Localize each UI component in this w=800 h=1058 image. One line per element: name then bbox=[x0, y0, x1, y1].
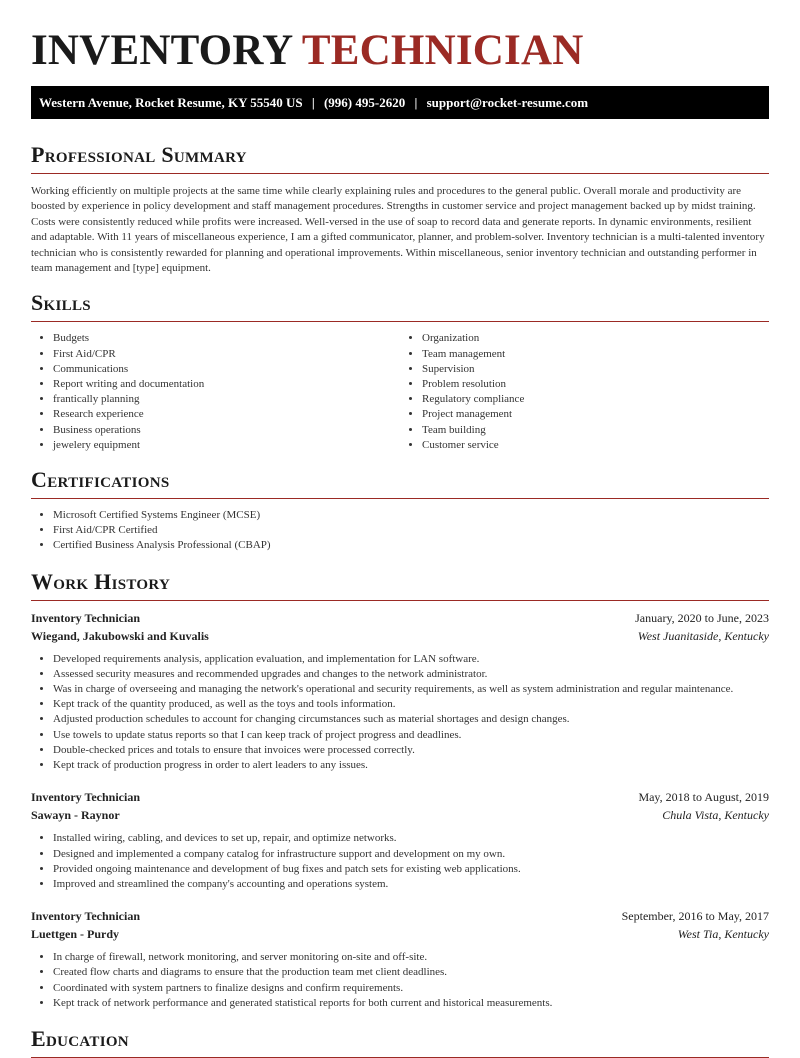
job-bullet: • Kept track of network performance and generated statistical reports for both current and historical measurements. bbox=[53, 996, 769, 1011]
name-last: TECHNICIAN bbox=[301, 27, 584, 74]
skill-item: • Budgets bbox=[53, 331, 400, 346]
skill-item: • jewelery equipment bbox=[53, 438, 400, 453]
job-company-row bbox=[31, 627, 769, 645]
job-bullet: • Kept track of the quantity produced, as well as the toys and tools information. bbox=[53, 697, 769, 712]
section-title-certifications: Certifications bbox=[31, 467, 170, 493]
job-bullet: • Created flow charts and diagrams to ensure that the production team met client deadlines. bbox=[53, 965, 769, 980]
job-bullet: • Was in charge of overseeing and managing the network's operational and security requirements, as well as system administration and regular maintenance. bbox=[53, 682, 769, 697]
section-divider bbox=[31, 173, 769, 174]
contact-phone[interactable]: (996) 495-2620 bbox=[323, 95, 406, 110]
job-bullet: • Adjusted production schedules to account for changing circumstances such as material shortages and design changes. bbox=[53, 712, 769, 727]
job-bullet: • Improved and streamlined the company's accounting and operations system. bbox=[53, 877, 769, 892]
skill-item: • Project management bbox=[422, 407, 769, 422]
section-divider bbox=[31, 600, 769, 601]
section-divider bbox=[31, 498, 769, 499]
certifications-section bbox=[31, 466, 769, 554]
skill-item: • Regulatory compliance bbox=[422, 392, 769, 407]
summary-text: Working efficiently on multiple projects at the same time while clearly explaining rules and procedures to the general public. Overall morale and productivity are boosted by experience in policy development and staff management procedures. Strengths in customer service and project management backed up by midst training. Costs were consistently reduced while profits were increased. Well-versed in the use of soap to record data and generate reports. In dynamic environments, resilient and adaptable. With 11 years of miscellaneous experience, I am a gifted communicator, planner, and problem-solver. Inventory technician is a multi-talented inventory technician who is consistently rewarded for planning and operational improvements. Within miscellaneous, senior inventory technician and outstanding performer in team management and [type] equipment. bbox=[31, 185, 765, 275]
job-bullet: • Use towels to update status reports so that I can keep track of project progress and deadlines. bbox=[53, 728, 769, 743]
job-header-row bbox=[31, 788, 769, 806]
job-header-row bbox=[31, 609, 769, 627]
contact-address: Western Avenue, Rocket Resume, KY 55540 US bbox=[39, 95, 303, 110]
job-title: Inventory Technician bbox=[31, 790, 141, 805]
certifications-list bbox=[31, 508, 769, 554]
job-bullets bbox=[31, 950, 769, 1011]
section-title-skills: Skills bbox=[31, 290, 91, 316]
certification-item: • Certified Business Analysis Professional (CBAP) bbox=[53, 538, 769, 553]
contact-separator: | bbox=[414, 95, 418, 110]
job-location: West Tia, Kentucky bbox=[677, 927, 769, 942]
skills-list-left bbox=[31, 331, 400, 453]
job-title: Inventory Technician bbox=[31, 610, 141, 625]
contact-bar bbox=[31, 86, 769, 119]
certification-item: • Microsoft Certified Systems Engineer (MCSE) bbox=[53, 508, 769, 523]
job-location: Chula Vista, Kentucky bbox=[662, 808, 769, 823]
section-divider bbox=[31, 321, 769, 322]
name-first: INVENTORY bbox=[31, 27, 292, 74]
skill-item: • Research experience bbox=[53, 407, 400, 422]
job-bullet: • Designed and implemented a company catalog for infrastructure support and development on my own. bbox=[53, 847, 769, 862]
job-company-row bbox=[31, 806, 769, 824]
job-bullet: • Kept track of production progress in order to alert leaders to any issues. bbox=[53, 758, 769, 773]
certification-item: • First Aid/CPR Certified bbox=[53, 523, 769, 538]
job-dates: May, 2018 to August, 2019 bbox=[638, 790, 769, 805]
skill-item: • Customer service bbox=[422, 438, 769, 453]
skill-item: • frantically planning bbox=[53, 392, 400, 407]
skill-item: • First Aid/CPR bbox=[53, 347, 400, 362]
skills-section bbox=[31, 289, 769, 453]
job-company: Wiegand, Jakubowski and Kuvalis bbox=[31, 628, 209, 643]
job-bullet: • Installed wiring, cabling, and devices to set up, repair, and optimize networks. bbox=[53, 831, 769, 846]
contact-separator: | bbox=[311, 95, 315, 110]
job-bullets bbox=[31, 831, 769, 892]
skills-list-right bbox=[400, 331, 769, 453]
job-company: Sawayn - Raynor bbox=[31, 808, 120, 823]
section-title-summary: Professional Summary bbox=[31, 142, 247, 167]
job-header-row bbox=[31, 907, 769, 925]
skill-item: • Report writing and documentation bbox=[53, 377, 400, 392]
job-location: West Juanitaside, Kentucky bbox=[637, 628, 769, 643]
job-entry bbox=[31, 907, 769, 1011]
contact-email[interactable]: support@rocket-resume.com bbox=[426, 95, 589, 110]
section-title-work-history: Work History bbox=[31, 568, 171, 594]
job-title: Inventory Technician bbox=[31, 909, 141, 924]
skill-item: • Team management bbox=[422, 347, 769, 362]
summary-section bbox=[31, 141, 769, 276]
job-bullet: • Coordinated with system partners to finalize designs and confirm requirements. bbox=[53, 981, 769, 996]
skill-item: • Problem resolution bbox=[422, 377, 769, 392]
skill-item: • Organization bbox=[422, 331, 769, 346]
job-bullet: • Provided ongoing maintenance and development of bug fixes and patch sets for existing web applications. bbox=[53, 862, 769, 877]
job-entry bbox=[31, 788, 769, 892]
skill-item: • Business operations bbox=[53, 423, 400, 438]
job-bullet: • Double-checked prices and totals to ensure that invoices were processed correctly. bbox=[53, 743, 769, 758]
skill-item: • Team building bbox=[422, 423, 769, 438]
resume-page bbox=[31, 0, 769, 1058]
skill-item: • Communications bbox=[53, 362, 400, 377]
job-bullets bbox=[31, 652, 769, 774]
job-bullet: • Developed requirements analysis, application evaluation, and implementation for LAN software. bbox=[53, 652, 769, 667]
job-dates: September, 2016 to May, 2017 bbox=[621, 909, 769, 924]
education-section bbox=[31, 1025, 769, 1058]
work-history-section bbox=[31, 568, 769, 1011]
job-bullet: • In charge of firewall, network monitoring, and server monitoring on-site and off-site. bbox=[53, 950, 769, 965]
resume-name bbox=[31, 0, 769, 74]
job-bullet: • Assessed security measures and recommended upgrades and changes to the network administrator. bbox=[53, 667, 769, 682]
job-company: Luettgen - Purdy bbox=[31, 927, 119, 942]
job-company-row bbox=[31, 925, 769, 943]
skill-item: • Supervision bbox=[422, 362, 769, 377]
section-title-education: Education bbox=[31, 1025, 129, 1051]
job-entry bbox=[31, 609, 769, 774]
skills-columns bbox=[31, 331, 769, 453]
job-dates: January, 2020 to June, 2023 bbox=[635, 610, 769, 625]
